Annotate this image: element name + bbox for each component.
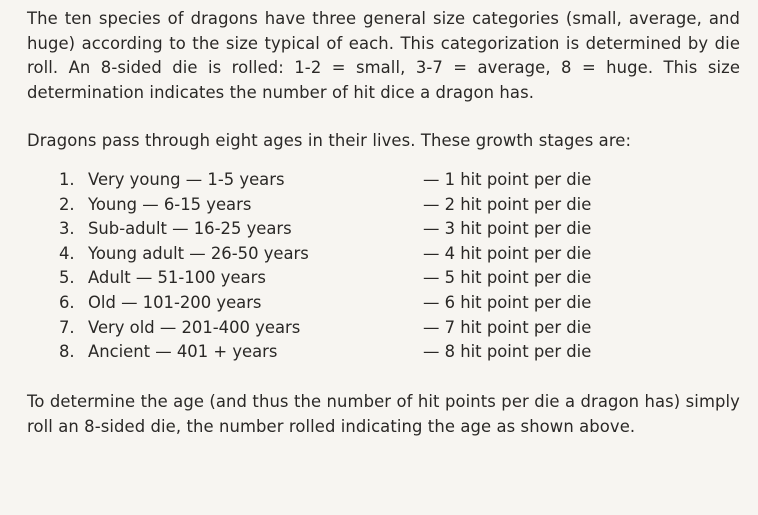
- hit-points-per-die: — 8 hit point per die: [423, 342, 592, 362]
- growth-stages-intro: Dragons pass through eight ages in their lives. These growth stages are:: [27, 131, 632, 151]
- size-categories-paragraph: The ten species of dragons have three general size categories (small, average, and huge) according to the size typical of each. This categorization is determined by die roll. An 8-sided die is rolled: 1-2 = small, 3-7 = average, 8 = huge. This size determination indicates the number of hit dice a dragon has.: [27, 9, 740, 102]
- age-number: 8.: [59, 342, 75, 362]
- age-label: Young — 6-15 years: [88, 194, 252, 214]
- hit-points-per-die: — 1 hit point per die: [423, 169, 592, 189]
- age-label: Sub-adult — 16-25 years: [88, 219, 292, 239]
- age-label: Old — 101-200 years: [88, 292, 262, 312]
- age-number: 2.: [59, 194, 75, 214]
- age-number: 6.: [59, 292, 75, 312]
- list-item: [27, 168, 740, 193]
- list-item: [27, 266, 740, 291]
- age-label: Adult — 51-100 years: [88, 268, 266, 288]
- hit-points-per-die: — 4 hit point per die: [423, 243, 592, 263]
- list-item: [27, 217, 740, 242]
- list-item: [27, 242, 740, 267]
- age-label: Ancient — 401 + years: [88, 342, 278, 362]
- hit-points-per-die: — 3 hit point per die: [423, 219, 592, 239]
- age-number: 5.: [59, 268, 75, 288]
- hit-points-per-die: — 5 hit point per die: [423, 268, 592, 288]
- age-number: 7.: [59, 317, 75, 337]
- hit-points-per-die: — 2 hit point per die: [423, 194, 592, 214]
- hit-points-per-die: — 6 hit point per die: [423, 292, 592, 312]
- hit-points-per-die: — 7 hit point per die: [423, 317, 592, 337]
- age-label: Young adult — 26-50 years: [88, 243, 309, 263]
- list-item: [27, 340, 740, 365]
- age-label: Very young — 1-5 years: [88, 169, 285, 189]
- list-item: [27, 316, 740, 341]
- list-item: [27, 291, 740, 316]
- age-number: 3.: [59, 219, 75, 239]
- age-roll-paragraph: To determine the age (and thus the number of hit points per die a dragon has) simply roll an 8-sided die, the number rolled indicating the age as shown above.: [27, 391, 740, 436]
- age-number: 4.: [59, 243, 75, 263]
- list-item: [27, 193, 740, 218]
- growth-stages-list: [27, 168, 740, 368]
- age-label: Very old — 201-400 years: [88, 317, 301, 337]
- age-number: 1.: [59, 169, 75, 189]
